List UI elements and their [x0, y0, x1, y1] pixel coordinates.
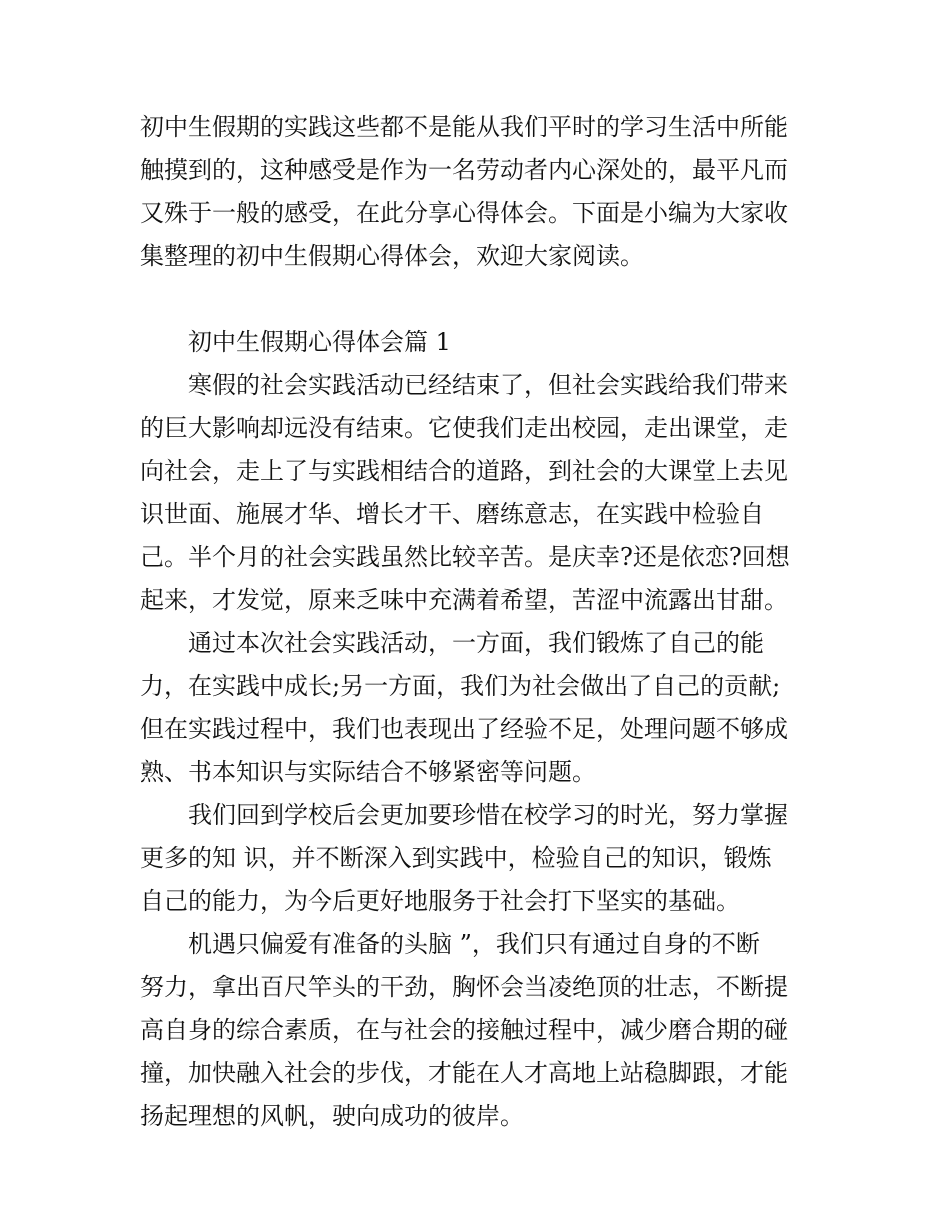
paragraph-line: 高自身的综合素质，在与社会的接触过程中，减少磨合期的碰 [140, 1016, 788, 1044]
paragraph-line: 熟、书本知识与实际结合不够紧密等问题。 [140, 758, 596, 786]
body-paragraph [140, 923, 812, 1138]
document-body [140, 106, 812, 1138]
body-paragraph [140, 794, 812, 923]
paragraph-line: 力，在实践中成长;另一方面，我们为社会做出了自己的贡献; [140, 672, 781, 700]
paragraph-line: 但在实践过程中，我们也表现出了经验不足，处理问题不够成 [140, 715, 788, 743]
paragraph-line: 努力，拿出百尺竿头的干劲，胸怀会当凌绝顶的壮志，不断提 [140, 973, 788, 1001]
section-heading: 初中生假期心得体会篇 1 [188, 328, 451, 356]
paragraph-line: 扬起理想的风帆，驶向成功的彼岸。 [140, 1102, 524, 1130]
paragraph-line: 更多的知 识，并不断深入到实践中，检验自己的知识，锻炼 [140, 844, 772, 872]
paragraph-line: 寒假的社会实践活动已经结束了，但社会实践给我们带来 [188, 371, 788, 399]
paragraph-line: 向社会，走上了与实践相结合的道路，到社会的大课堂上去见 [140, 457, 788, 485]
paragraph-line: 的巨大影响却远没有结束。它使我们走出校园，走出课堂，走 [140, 414, 788, 442]
blank-line [140, 278, 812, 321]
paragraph-line: 通过本次社会实践活动，一方面，我们锻炼了自己的能 [188, 629, 764, 657]
paragraph-line: 撞，加快融入社会的步伐，才能在人才高地上站稳脚跟，才能 [140, 1059, 788, 1087]
body-paragraph [140, 364, 812, 622]
intro-line: 初中生假期的实践这些都不是能从我们平时的学习生活中所能 [140, 113, 788, 141]
body-paragraph [140, 622, 812, 794]
intro-paragraph [140, 106, 812, 278]
intro-line: 集整理的初中生假期心得体会，欢迎大家阅读。 [140, 242, 644, 270]
paragraph-line: 自己的能力，为今后更好地服务于社会打下坚实的基础。 [140, 887, 740, 915]
paragraph-line: 起来，才发觉，原来乏味中充满着希望，苦涩中流露出甘甜。 [140, 586, 788, 614]
paragraph-line: 己。半个月的社会实践虽然比较辛苦。是庆幸?还是依恋?回想 [140, 543, 790, 571]
paragraph-line: 机遇只偏爱有准备的头脑 ”，我们只有通过自身的不断 [188, 930, 760, 958]
paragraph-line: 识世面、施展才华、增长才干、磨练意志，在实践中检验自 [140, 500, 764, 528]
paragraph-line: 我们回到学校后会更加要珍惜在校学习的时光，努力掌握 [188, 801, 788, 829]
intro-line: 又殊于一般的感受，在此分享心得体会。下面是小编为大家收 [140, 199, 788, 227]
intro-line: 触摸到的，这种感受是作为一名劳动者内心深处的，最平凡而 [140, 156, 788, 184]
